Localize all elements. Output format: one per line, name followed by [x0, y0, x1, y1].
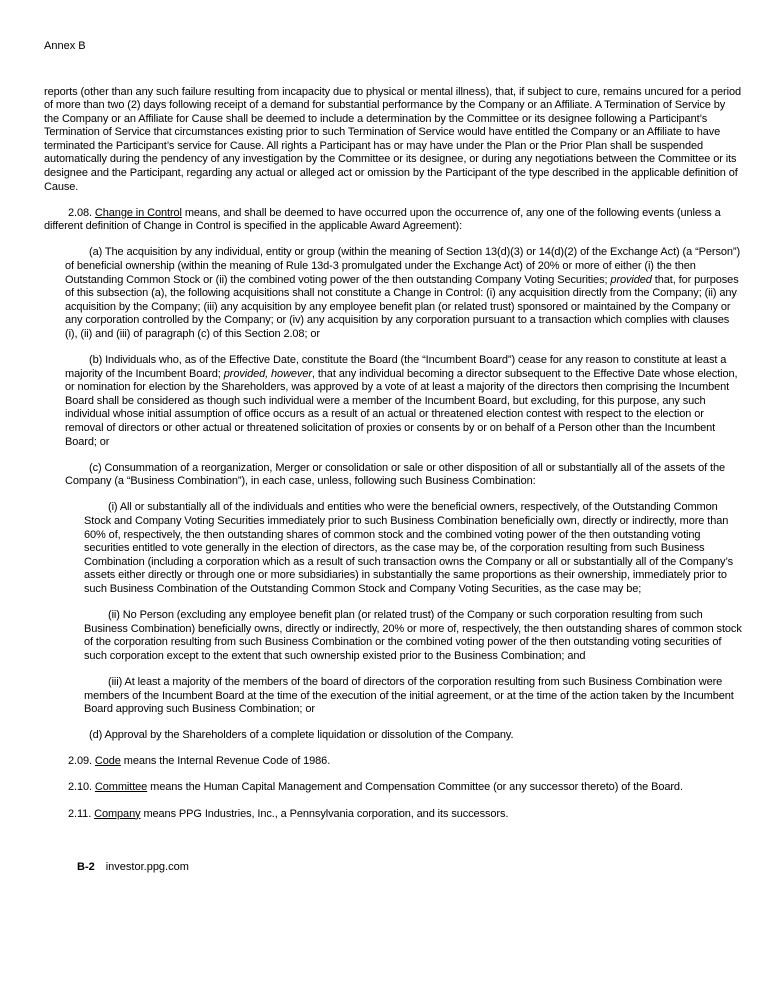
paragraph: [84, 676, 742, 717]
text-run: provided, however: [223, 367, 312, 380]
paragraph: [44, 207, 742, 234]
paragraph: [65, 729, 742, 743]
document-body: [44, 86, 742, 822]
paragraph: [44, 86, 742, 195]
text-run: (ii) No Person (excluding any employee benefit plan (or related trust) of the Company or such corporation resulting from such Business Combination) beneficially owns, directly or indirectly, 20% or more of, respectively, the then outstanding shares of common stock of the corporation resulting from such Business Combination or the combined voting power of the then outstanding voting securities of such corporation except to the extent that such ownership existed prior to the Business Combination; and: [84, 609, 742, 662]
text-run: 2.08.: [68, 206, 95, 219]
page-footer: [44, 861, 740, 875]
footer-website-text: investor.ppg.com: [105, 861, 189, 874]
text-run: means the Internal Revenue Code of 1986.: [120, 755, 331, 768]
text-run: means PPG Industries, Inc., a Pennsylvania corporation, and its successors.: [140, 807, 509, 820]
text-run: 2.10.: [68, 781, 95, 794]
text-run: provided: [610, 273, 652, 286]
paragraph: [65, 354, 742, 449]
text-run: (a) The acquisition by any individual, entity or group (within the meaning of Section 13(d)(3) or 14(d)(2) of the Exchange Act) (a “Person”) of beneficial ownership (within the meaning of Rule 13d-3 promulgated under the Exchange Act) of 20% or more of either (i) the then Outstanding Common Stock or (ii) the combined voting power of the then outstanding Company Voting Securities;: [65, 246, 741, 286]
page-number: B-2: [77, 861, 95, 874]
text-run: (d) Approval by the Shareholders of a complete liquidation or dissolution of the Company.: [89, 729, 514, 742]
text-run: (b) Individuals who, as of the Effective Date, constitute the Board (the “Incumbent Board”) cease for any reason to constitute at least a majority of the Incumbent Board;: [65, 354, 727, 380]
text-run: 2.09.: [68, 755, 95, 768]
annex-label: Annex B: [44, 40, 86, 52]
text-run: (c) Consummation of a reorganization, Merger or consolidation or sale or other disposition of all or substantially all of the assets of the Company (a “Business Combination”), in each case, unless, following such Business Combination:: [65, 461, 726, 488]
text-run: means the Human Capital Management and Compensation Committee (or any successor thereto) of the Board.: [147, 781, 683, 794]
defined-term: Committee: [94, 781, 148, 794]
text-run: , that any individual becoming a director subsequent to the Effective Date whose election, or nomination for election by the Shareholders, was approved by a vote of at least a majority of the directors then comprising the Incumbent Board shall be considered as though such individual were a member of the Incumbent Board, but excluding, for this purpose, any such individual whose initial assumption of office occurs as a result of an actual or threatened election contest with respect to the election or removal of directors or other actual or threatened solicitation of proxies or consents by or on behalf of a Person other than the Incumbent Board; or: [65, 367, 738, 448]
paragraph: [65, 462, 742, 489]
defined-term: Change in Control: [94, 206, 182, 219]
defined-term: Code: [94, 755, 121, 768]
paragraph: [84, 609, 742, 663]
paragraph: [44, 781, 742, 795]
text-run: means, and shall be deemed to have occurred upon the occurrence of, any one of the following events (unless a different definition of Change in Control is specified in the applicable Award Agreement):: [44, 206, 721, 233]
text-run: that, for purposes of this subsection (a), the following acquisitions shall not constitute a Change in Control: (i) any acquisition directly from the Company; (ii) any acquisition by the Company; (iii) any acquisition by any employee benefit plan (or related trust) sponsored or maintained by the Company or any corporation controlled by the Company; or (iv) any acquisition by any corporation pursuant to a transaction which complies with clauses (i), (ii) and (iii) of paragraph (c) of this Section 2.08; or: [65, 273, 739, 340]
text-run: (i) All or substantially all of the individuals and entities who were the beneficial owners, respectively, of the Outstanding Common Stock and Company Voting Securities immediately prior to such Business Combination beneficially own, directly or indirectly, more than 60% of, respectively, the then outstanding shares of common stock and the combined voting power of the then outstanding voting securities entitled to vote generally in the election of directors, as the case may be, of the corporation resulting from such Business Combination (including a corporation which as a result of such transaction owns the Company or all or substantially all of the Company’s assets either directly or through one or more subsidiaries) in substantially the same proportions as their ownership, immediately prior to such Business Combination of the Outstanding Common Stock and Company Voting Securities, as the case may be;: [84, 501, 733, 595]
paragraph: [84, 501, 742, 596]
paragraph: [44, 808, 742, 822]
paragraph: [44, 755, 742, 769]
text-run: reports (other than any such failure resulting from incapacity due to physical or mental illness), that, if subject to cure, remains uncured for a period of more than two (2) days following receipt of a demand for substantial performance by the Company or an Affiliate. A Termination of Service by the Company or an Affiliate for Cause shall be deemed to include a determination by the Committee or its designee following a Participant’s Termination of Service that circumstances existing prior to such Termination of Service would have entitled the Company or an Affiliate to have terminated the Participant’s service for Cause. All rights a Participant has or may have under the Plan or the Prior Plan shall be suspended automatically during the pendency of any investigation by the Committee or its designee, or during any negotiations between the Committee or its designee and the Participant, regarding any actual or alleged act or omission by the Participant of the type described in the applicable definition of Cause.: [44, 85, 741, 193]
defined-term: Company: [94, 807, 141, 820]
text-run: 2.11.: [68, 807, 95, 820]
text-run: (iii) At least a majority of the members of the board of directors of the corporation resulting from such Business Combination were members of the Incumbent Board at the time of the execution of the initial agreement, or at the time of the action taken by the Incumbent Board approving such Business Combination; or: [84, 675, 734, 716]
paragraph: [65, 246, 742, 341]
